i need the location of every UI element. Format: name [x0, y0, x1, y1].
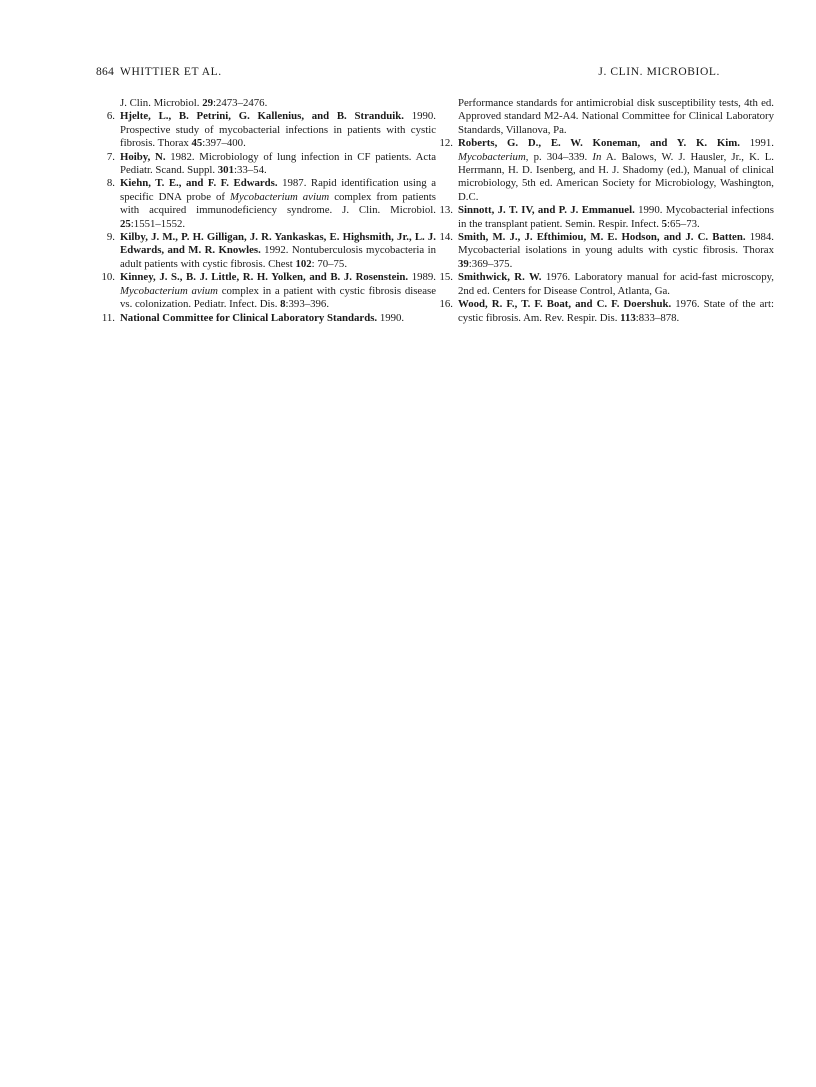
reference-entry: 6 . Hjelte, L., B. Petrini, G. Kallenius, and B. Stranduik. 1990. Prospective study of mycobacterial infections in patients with cystic fibrosis. Thorax 45:397–400.	[98, 110, 436, 150]
reference-number: 16 .	[436, 298, 453, 311]
reference-number: 8 .	[98, 177, 115, 190]
reference-entry: 14 . Smith, M. J., J. Efthimiou, M. E. Hodson, and J. C. Batten. 1984. Mycobacterial isolations in young adults with cystic fibrosis. Thorax 39:369–375.	[436, 231, 774, 271]
reference-entry: 16 . Wood, R. F., T. F. Boat, and C. F. Doershuk. 1976. State of the art: cystic fibrosis. Am. Rev. Respir. Dis. 113:833–878.	[436, 298, 774, 325]
reference-entry: 12 . Roberts, G. D., E. W. Koneman, and Y. K. Kim. 1991. Mycobacterium, p. 304–339. In A. Balows, W. J. Hausler, Jr., K. L. Herrmann, H. D. Isenberg, and H. J. Shadomy (ed.), Manual of clinical microbiology, 5th ed. American Society for Microbiology, Washington, D.C.	[436, 137, 774, 204]
references-right-column	[436, 97, 774, 325]
references-left-column	[98, 97, 436, 325]
reference-number: 7 .	[98, 151, 115, 164]
reference-number: 14 .	[436, 231, 453, 244]
running-title: WHITTIER ET AL.	[120, 66, 222, 78]
reference-continuation: J. Clin. Microbiol. 29:2473–2476.	[120, 97, 268, 109]
reference-entry: 11 . National Committee for Clinical Laboratory Standards. 1990.	[98, 312, 436, 325]
reference-number: 11 .	[98, 312, 115, 325]
reference-number: 15 .	[436, 271, 453, 284]
reference-number: 9 .	[98, 231, 115, 244]
reference-entry: 7 . Hoiby, N. 1982. Microbiology of lung infection in CF patients. Acta Pediatr. Scand. Suppl. 301:33–54.	[98, 151, 436, 178]
journal-name: J. CLIN. MICROBIOL.	[598, 66, 720, 78]
reference-entry: 15 . Smithwick, R. W. 1976. Laboratory manual for acid-fast microscopy, 2nd ed. Centers for Disease Control, Atlanta, Ga.	[436, 271, 774, 298]
reference-number: 12 .	[436, 137, 453, 150]
reference-entry: 9 . Kilby, J. M., P. H. Gilligan, J. R. Yankaskas, E. Highsmith, Jr., L. J. Edwards, and M. R. Knowles. 1992. Nontuberculosis mycobacteria in adult patients with cystic fibrosis. Chest 102: 70–75.	[98, 231, 436, 271]
reference-continuation: Performance standards for antimicrobial disk susceptibility tests, 4th ed. Approved standard M2-A4. National Committee for Clinical Laboratory Standards, Villanova, Pa.	[458, 97, 774, 136]
reference-entry: 13 . Sinnott, J. T. IV, and P. J. Emmanuel. 1990. Mycobacterial infections in the transplant patient. Semin. Respir. Infect. 5:65–73.	[436, 204, 774, 231]
reference-number: 10 .	[98, 271, 115, 284]
page-number: 864	[96, 66, 115, 78]
reference-entry: 10 . Kinney, J. S., B. J. Little, R. H. Yolken, and B. J. Rosenstein. 1989. Mycobacterium avium complex in a patient with cystic fibrosis disease vs. colonization. Pediatr. Infect. Dis. 8:393–396.	[98, 271, 436, 311]
page-header	[0, 66, 816, 82]
reference-number: 6 .	[98, 110, 115, 123]
reference-entry: 8 . Kiehn, T. E., and F. F. Edwards. 1987. Rapid identification using a specific DNA probe of Mycobacterium avium complex from patients with acquired immunodeficiency syndrome. J. Clin. Microbiol. 25:1551–1552.	[98, 177, 436, 231]
reference-number: 13 .	[436, 204, 453, 217]
